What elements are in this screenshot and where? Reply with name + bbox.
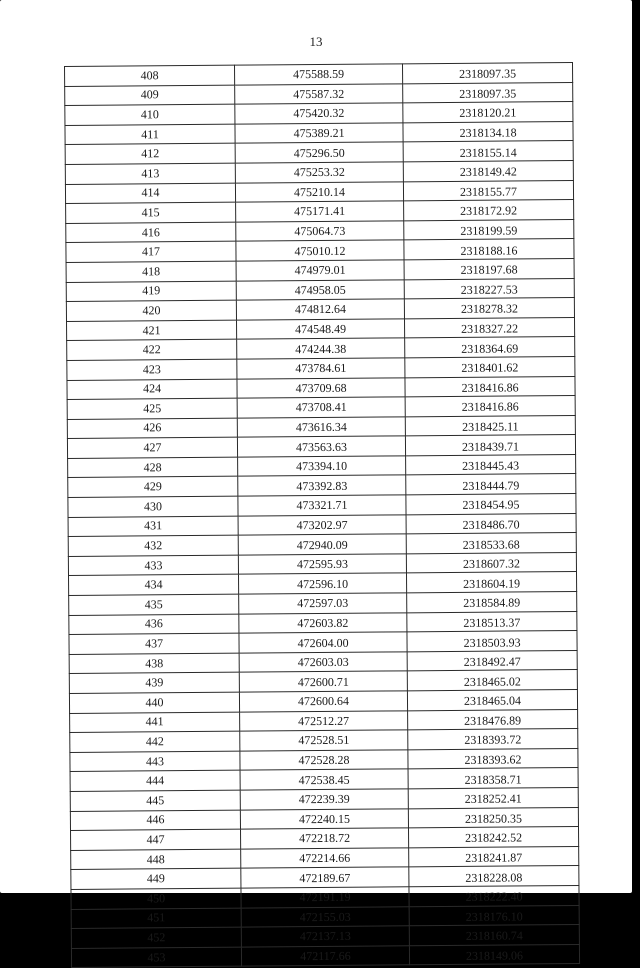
- y-coordinate-cell: 2318445.43: [406, 454, 576, 475]
- point-number-cell: 450: [71, 888, 241, 909]
- y-coordinate-cell: 2318120.21: [403, 102, 573, 123]
- point-number-cell: 453: [71, 947, 241, 968]
- point-number-cell: 416: [66, 222, 236, 243]
- x-coordinate-cell: 472191.19: [241, 887, 409, 908]
- y-coordinate-cell: 2318222.40: [409, 885, 579, 906]
- point-number-cell: 430: [68, 496, 238, 517]
- point-number-cell: 424: [67, 379, 237, 400]
- x-coordinate-cell: 474812.64: [236, 299, 404, 320]
- x-coordinate-cell: 475010.12: [236, 240, 404, 261]
- point-number-cell: 444: [70, 771, 240, 792]
- y-coordinate-cell: 2318486.70: [406, 513, 576, 534]
- y-coordinate-cell: 2318199.59: [404, 219, 574, 240]
- x-coordinate-cell: 472597.03: [239, 593, 407, 614]
- y-coordinate-cell: 2318425.11: [405, 415, 575, 436]
- point-number-cell: 452: [71, 927, 241, 948]
- point-number-cell: 417: [66, 241, 236, 262]
- x-coordinate-cell: 475296.50: [235, 142, 403, 163]
- y-coordinate-cell: 2318172.92: [404, 200, 574, 221]
- x-coordinate-cell: 474979.01: [236, 260, 404, 281]
- coordinates-table: [64, 62, 580, 968]
- y-coordinate-cell: 2318584.89: [407, 592, 577, 613]
- x-coordinate-cell: 474958.05: [236, 279, 404, 300]
- y-coordinate-cell: 2318227.53: [404, 278, 574, 299]
- point-number-cell: 412: [65, 144, 235, 165]
- y-coordinate-cell: 2318149.42: [403, 160, 573, 181]
- y-coordinate-cell: 2318503.93: [407, 631, 577, 652]
- y-coordinate-cell: 2318241.87: [409, 846, 579, 867]
- x-coordinate-cell: 473394.10: [238, 456, 406, 477]
- y-coordinate-cell: 2318149.06: [409, 944, 579, 965]
- point-number-cell: 423: [67, 359, 237, 380]
- point-number-cell: 432: [68, 535, 238, 556]
- coordinates-table-body: [65, 63, 580, 968]
- x-coordinate-cell: 475420.32: [235, 103, 403, 124]
- y-coordinate-cell: 2318465.04: [407, 689, 577, 710]
- point-number-cell: 451: [71, 908, 241, 929]
- x-coordinate-cell: 473202.97: [238, 514, 406, 535]
- point-number-cell: 433: [68, 555, 238, 576]
- x-coordinate-cell: 474244.38: [237, 338, 405, 359]
- x-coordinate-cell: 472538.45: [240, 769, 408, 790]
- x-coordinate-cell: 472600.64: [239, 691, 407, 712]
- x-coordinate-cell: 475253.32: [235, 162, 403, 183]
- x-coordinate-cell: 472528.51: [240, 730, 408, 751]
- point-number-cell: 442: [70, 731, 240, 752]
- point-number-cell: 420: [66, 300, 236, 321]
- x-coordinate-cell: 475587.32: [235, 83, 403, 104]
- y-coordinate-cell: 2318252.41: [408, 787, 578, 808]
- x-coordinate-cell: 475210.14: [235, 181, 403, 202]
- x-coordinate-cell: 472604.00: [239, 632, 407, 653]
- y-coordinate-cell: 2318155.14: [403, 141, 573, 162]
- x-coordinate-cell: 472137.13: [241, 926, 409, 947]
- point-number-cell: 438: [69, 653, 239, 674]
- y-coordinate-cell: 2318393.72: [408, 729, 578, 750]
- y-coordinate-cell: 2318454.95: [406, 494, 576, 515]
- y-coordinate-cell: 2318242.52: [408, 827, 578, 848]
- x-coordinate-cell: 472155.03: [241, 906, 409, 927]
- y-coordinate-cell: 2318134.18: [403, 121, 573, 142]
- x-coordinate-cell: 475064.73: [236, 221, 404, 242]
- point-number-cell: 431: [68, 516, 238, 537]
- y-coordinate-cell: 2318097.35: [403, 82, 573, 103]
- x-coordinate-cell: 475171.41: [236, 201, 404, 222]
- point-number-cell: 410: [65, 104, 235, 125]
- y-coordinate-cell: 2318465.02: [407, 670, 577, 691]
- y-coordinate-cell: 2318327.22: [404, 317, 574, 338]
- x-coordinate-cell: 475588.59: [234, 64, 402, 85]
- x-coordinate-cell: 472239.39: [240, 789, 408, 810]
- x-coordinate-cell: 473321.71: [238, 495, 406, 516]
- x-coordinate-cell: 472600.71: [239, 671, 407, 692]
- x-coordinate-cell: 472117.66: [241, 946, 409, 967]
- point-number-cell: 437: [69, 633, 239, 654]
- point-number-cell: 419: [66, 281, 236, 302]
- x-coordinate-cell: 472218.72: [241, 828, 409, 849]
- x-coordinate-cell: 472528.28: [240, 750, 408, 771]
- y-coordinate-cell: 2318097.35: [402, 63, 572, 84]
- point-number-cell: 422: [67, 339, 237, 360]
- point-number-cell: 418: [66, 261, 236, 282]
- point-number-cell: 409: [65, 85, 235, 106]
- point-number-cell: 408: [65, 65, 235, 86]
- y-coordinate-cell: 2318176.10: [409, 905, 579, 926]
- y-coordinate-cell: 2318439.71: [405, 435, 575, 456]
- point-number-cell: 414: [65, 183, 235, 204]
- point-number-cell: 447: [71, 829, 241, 850]
- y-coordinate-cell: 2318197.68: [404, 258, 574, 279]
- y-coordinate-cell: 2318364.69: [405, 337, 575, 358]
- x-coordinate-cell: 472214.66: [241, 848, 409, 869]
- y-coordinate-cell: 2318476.89: [408, 709, 578, 730]
- x-coordinate-cell: 472940.09: [238, 534, 406, 555]
- y-coordinate-cell: 2318401.62: [405, 356, 575, 377]
- point-number-cell: 413: [65, 163, 235, 184]
- point-number-cell: 411: [65, 124, 235, 145]
- x-coordinate-cell: 472603.82: [239, 612, 407, 633]
- y-coordinate-cell: 2318416.86: [405, 396, 575, 417]
- point-number-cell: 428: [68, 457, 238, 478]
- point-number-cell: 426: [67, 418, 237, 439]
- point-number-cell: 436: [69, 614, 239, 635]
- y-coordinate-cell: 2318358.71: [408, 768, 578, 789]
- x-coordinate-cell: 473616.34: [237, 417, 405, 438]
- x-coordinate-cell: 473709.68: [237, 377, 405, 398]
- y-coordinate-cell: 2318604.19: [406, 572, 576, 593]
- y-coordinate-cell: 2318444.79: [406, 474, 576, 495]
- point-number-cell: 427: [67, 437, 237, 458]
- page-number: 13: [309, 34, 323, 49]
- y-coordinate-cell: 2318533.68: [406, 533, 576, 554]
- y-coordinate-cell: 2318228.08: [409, 866, 579, 887]
- point-number-cell: 415: [66, 202, 236, 223]
- x-coordinate-cell: 472512.27: [240, 710, 408, 731]
- x-coordinate-cell: 475389.21: [235, 123, 403, 144]
- x-coordinate-cell: 472240.15: [240, 808, 408, 829]
- x-coordinate-cell: 473784.61: [237, 358, 405, 379]
- point-number-cell: 449: [71, 868, 241, 889]
- y-coordinate-cell: 2318416.86: [405, 376, 575, 397]
- point-number-cell: 429: [68, 477, 238, 498]
- point-number-cell: 446: [70, 810, 240, 831]
- y-coordinate-cell: 2318393.62: [408, 748, 578, 769]
- x-coordinate-cell: 472595.93: [238, 554, 406, 575]
- point-number-cell: 425: [67, 398, 237, 419]
- y-coordinate-cell: 2318188.16: [404, 239, 574, 260]
- table-row: [71, 944, 579, 968]
- point-number-cell: 443: [70, 751, 240, 772]
- x-coordinate-cell: 473392.83: [238, 475, 406, 496]
- point-number-cell: 445: [70, 790, 240, 811]
- y-coordinate-cell: 2318250.35: [408, 807, 578, 828]
- point-number-cell: 440: [69, 692, 239, 713]
- y-coordinate-cell: 2318607.32: [406, 552, 576, 573]
- y-coordinate-cell: 2318155.77: [403, 180, 573, 201]
- x-coordinate-cell: 473708.41: [237, 397, 405, 418]
- x-coordinate-cell: 472189.67: [241, 867, 409, 888]
- y-coordinate-cell: 2318513.37: [407, 611, 577, 632]
- point-number-cell: 435: [69, 594, 239, 615]
- point-number-cell: 434: [69, 575, 239, 596]
- point-number-cell: 421: [67, 320, 237, 341]
- point-number-cell: 441: [70, 712, 240, 733]
- y-coordinate-cell: 2318492.47: [407, 650, 577, 671]
- x-coordinate-cell: 474548.49: [236, 319, 404, 340]
- y-coordinate-cell: 2318160.74: [409, 925, 579, 946]
- x-coordinate-cell: 472596.10: [238, 573, 406, 594]
- y-coordinate-cell: 2318278.32: [404, 298, 574, 319]
- x-coordinate-cell: 473563.63: [237, 436, 405, 457]
- point-number-cell: 448: [71, 849, 241, 870]
- point-number-cell: 439: [69, 673, 239, 694]
- x-coordinate-cell: 472603.03: [239, 652, 407, 673]
